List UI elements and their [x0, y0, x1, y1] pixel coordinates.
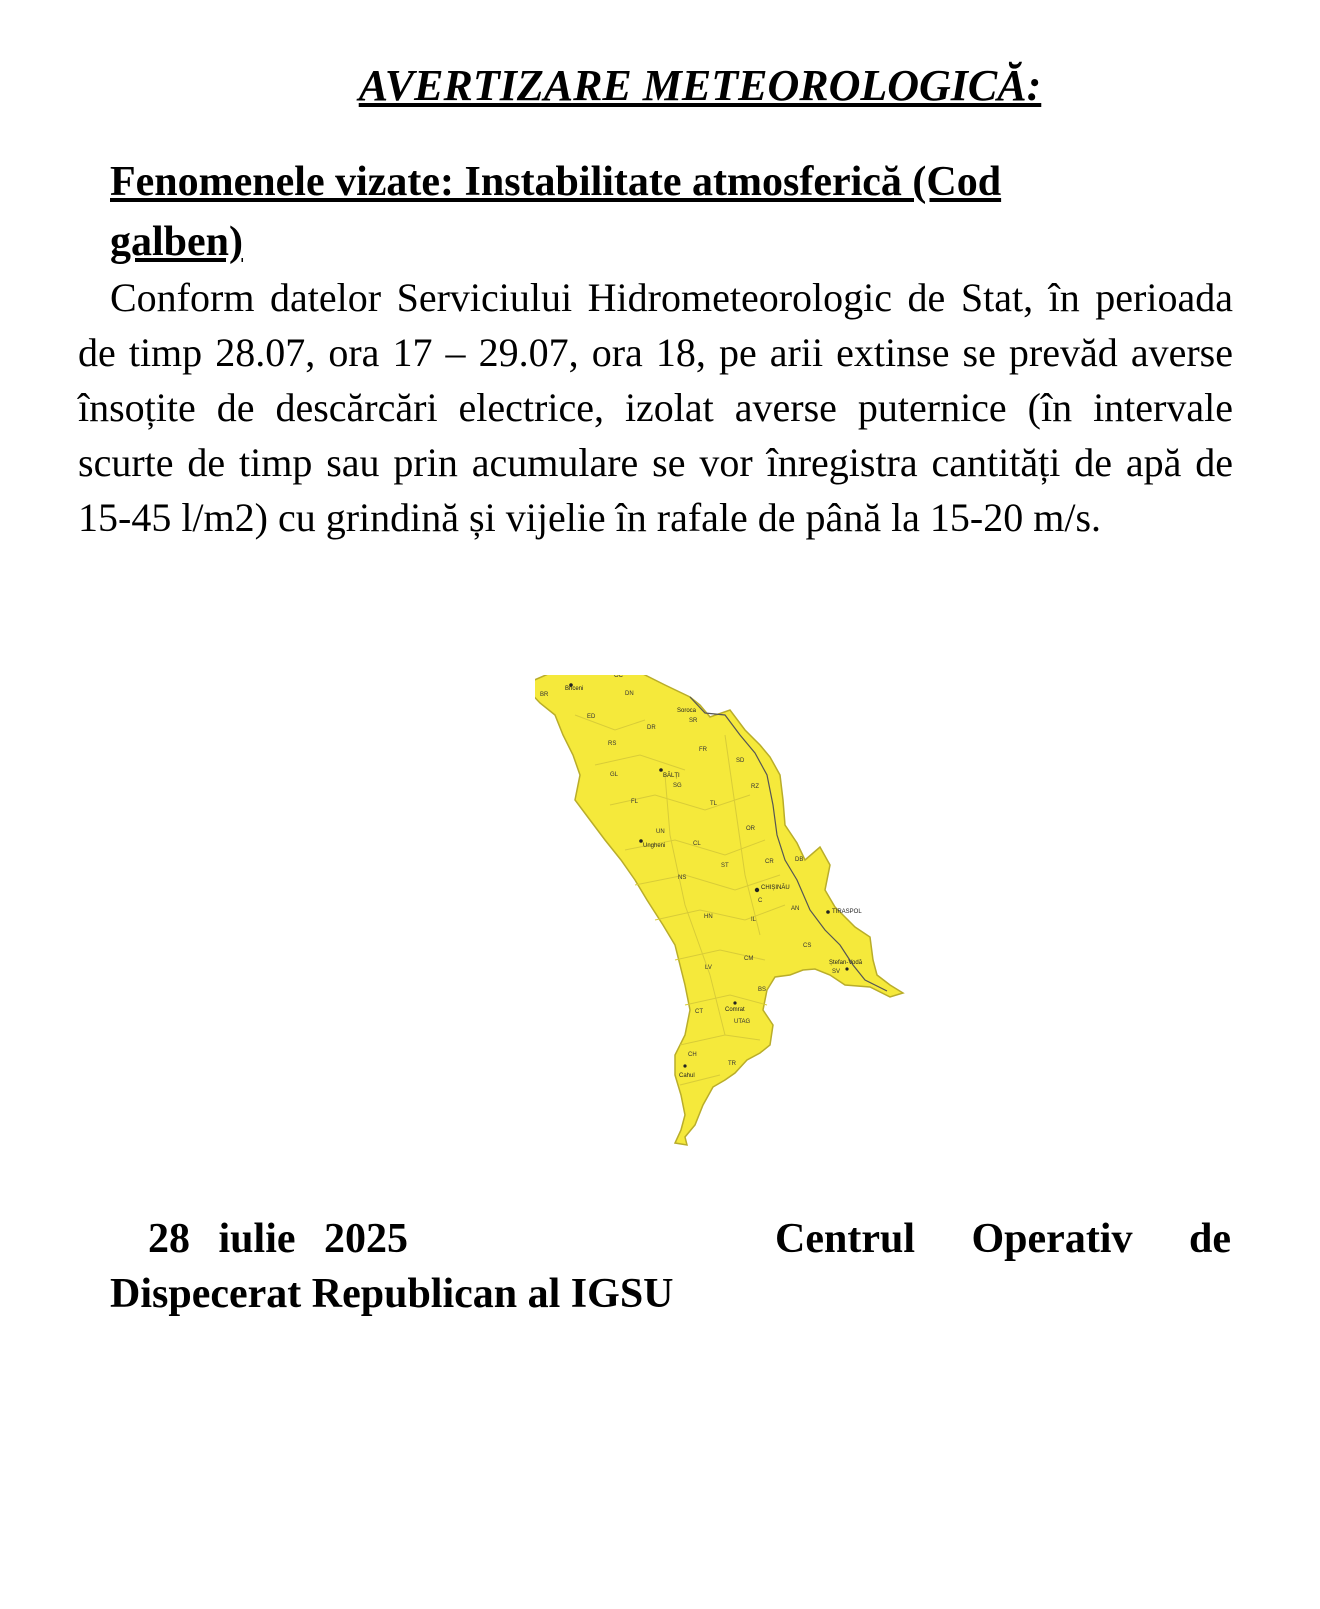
city-dot-comrat — [733, 1001, 736, 1004]
district-label: ED — [587, 714, 596, 720]
district-label: SG — [673, 783, 682, 789]
district-label: GL — [610, 772, 619, 778]
district-label: IL — [751, 917, 757, 923]
document-date: 28 iulie 2025 — [148, 1216, 409, 1262]
district-label: SD — [736, 758, 745, 764]
district-label: AN — [791, 906, 800, 912]
city-label-briceni: Briceni — [565, 686, 584, 692]
city-label-tiraspol: TIRASPOL — [832, 909, 862, 915]
district-label: RS — [608, 741, 617, 747]
district-label: BR — [540, 692, 549, 698]
city-label-stefan-voda: Ștefan-Vodă — [829, 960, 863, 966]
district-label: FR — [699, 747, 707, 753]
district-label: NS — [678, 875, 687, 881]
city-label-ungheni: Ungheni — [643, 843, 666, 849]
district-label: SR — [689, 718, 698, 724]
city-dot-chisinau — [755, 888, 759, 892]
district-label: HN — [704, 914, 713, 920]
district-label: UTAG — [734, 1019, 751, 1025]
district-label: CS — [803, 943, 812, 949]
district-label: LV — [705, 965, 712, 971]
city-label-chisinau: CHIȘINĂU — [761, 885, 790, 891]
district-label: CR — [765, 859, 774, 865]
district-label: OR — [746, 826, 755, 832]
district-label: C — [758, 898, 763, 904]
issuer-line-1: Centrul Operativ de — [775, 1216, 1231, 1262]
warning-body: Conform datelor Serviciului Hidrometeorologic de Stat, în perioada de timp 28.07, ora 17 – 29.07, ora 18, pe arii extinse se prevăd averse însoțite de descărcări electrice, izolat averse puternice (în intervale scurte de timp sau prin acumulare se vor înregistra cantități de apă de 15-45 l/m2) cu grindină și vijelie în rafale de până la 15-20 m/s. — [78, 275, 1233, 540]
district-label: RZ — [751, 784, 759, 790]
district-label: ST — [721, 863, 729, 869]
district-label: CH — [688, 1052, 697, 1058]
district-label: TR — [728, 1061, 736, 1067]
district-label: CL — [693, 841, 701, 847]
district-label: OC — [614, 675, 623, 679]
district-label: FL — [631, 799, 639, 805]
district-label: DR — [647, 725, 656, 731]
district-label: SV — [832, 969, 841, 975]
district-label: DB — [795, 857, 804, 863]
city-dot-stefan-voda — [845, 967, 848, 970]
district-label: UN — [656, 829, 665, 835]
moldova-warning-map — [535, 675, 945, 1195]
city-label-balti: BĂLȚI — [663, 773, 680, 779]
document-title: AVERTIZARE METEOROLOGICĂ: — [358, 61, 1042, 110]
district-label: CM — [744, 956, 754, 962]
city-label-soroca: Soroca — [677, 708, 697, 714]
district-label: CT — [695, 1009, 703, 1015]
district-label: DN — [625, 691, 634, 697]
city-label-comrat: Comrat — [725, 1007, 745, 1013]
issuer-line-2: Dispecerat Republican al IGSU — [110, 1271, 674, 1317]
city-label-cahul: Cahul — [679, 1073, 695, 1079]
city-dot-balti — [659, 768, 663, 772]
district-label: BS — [758, 987, 767, 993]
district-label: TL — [710, 801, 718, 807]
city-dot-tiraspol — [826, 910, 830, 914]
phenomenon-heading: Fenomenele vizate: Instabilitate atmosferică (Cod galben) — [110, 159, 1002, 265]
city-dot-cahul — [683, 1064, 686, 1067]
